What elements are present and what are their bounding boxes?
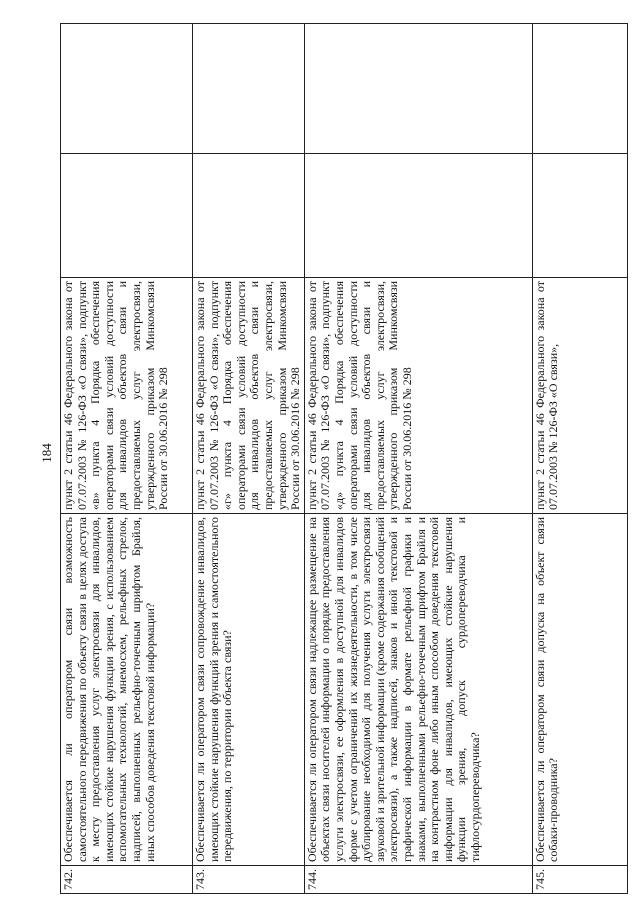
question-cell: Обеспечивается ли оператором связи надлежащее размещение на объектах связи носителей информации о порядке предоставления услуги электросвязи, ее оформления в доступной для инвалидов форме с учетом ограничений их жизнедеятельности, в том числе дублирование необходимой для получения услуги электросвязи звуковой и зрительной информации (кроме содержания сообщений электросвязи), а также надписей, знаков и иной текстовой и графической информации в формате рельефной графики и знаками, выполненными рельефно-точечным шрифтом Брайля и на контрастном фоне либо иным способом доведения текстовой информации для инвалидов, имеющих стойкие нарушения функции зрения, допуск сурдопереводчика и тифлосурдопереводчика? [304, 514, 532, 866]
note-cell [532, 24, 627, 154]
note-cell [193, 24, 305, 154]
table-row [193, 24, 305, 894]
table-row [532, 24, 627, 894]
checklist-table-wrapper [60, 24, 623, 894]
answer-cell [193, 154, 305, 278]
row-number: 743. [193, 866, 305, 894]
table-row [61, 24, 193, 894]
note-cell [304, 24, 532, 154]
legal-basis-cell: пункт 2 статьи 46 Федерального закона от 07.07.2003 № 126-ФЗ «О связи», подпункт «д» пункта 4 Порядка обеспечения операторами связи условий доступности для инвалидов объектов связи и предоставляемых услуг электросвязи, утвержденного приказом Минкомсвязи России от 30.06.2016 № 298 [304, 278, 532, 514]
legal-basis-cell: пункт 2 статьи 46 Федерального закона от 07.07.2003 № 126-ФЗ «О связи», подпункт «г» пункта 4 Порядка обеспечения операторами связи условий доступности для инвалидов объектов связи и предоставляемых услуг электросвязи, утвержденного приказом Минкомсвязи России от 30.06.2016 № 298 [193, 278, 305, 514]
answer-cell [61, 154, 193, 278]
question-cell: Обеспечивается ли оператором связи допуска на объект связи собаки-проводника? [532, 514, 627, 866]
question-cell: Обеспечивается ли оператором связи возможность самостоятельного передвижения по объекту связи в целях доступа к месту предоставления услуг электросвязи для инвалидов, имеющих стойкие нарушения функции зрения, с использованием вспомогательных технологий, мнемосхем, рельефных стрелок, надписей, выполненных рельефно-точечным шрифтом Брайля, иных способов доведения текстовой информации? [61, 514, 193, 866]
page-number: 184 [39, 443, 54, 463]
row-number: 742. [61, 866, 193, 894]
legal-basis-cell: пункт 2 статьи 46 Федерального закона от 07.07.2003 № 126-ФЗ «О связи», [532, 278, 627, 514]
legal-basis-cell: пункт 2 статьи 46 Федерального закона от 07.07.2003 № 126-ФЗ «О связи», подпункт «в» пункта 4 Порядка обеспечения операторами связи условий доступности для инвалидов объектов связи и предоставляемых услуг электросвязи, утвержденного приказом Минкомсвязи России от 30.06.2016 № 298 [61, 278, 193, 514]
row-number: 745. [532, 866, 627, 894]
answer-cell [532, 154, 627, 278]
question-cell: Обеспечивается ли оператором связи сопровождение инвалидов, имеющих стойкие нарушения функций зрения и самостоятельного передвижения, по территории объекта связи? [193, 514, 305, 866]
answer-cell [304, 154, 532, 278]
note-cell [61, 24, 193, 154]
row-number: 744. [304, 866, 532, 894]
table-row [304, 24, 532, 894]
checklist-table [60, 23, 628, 894]
